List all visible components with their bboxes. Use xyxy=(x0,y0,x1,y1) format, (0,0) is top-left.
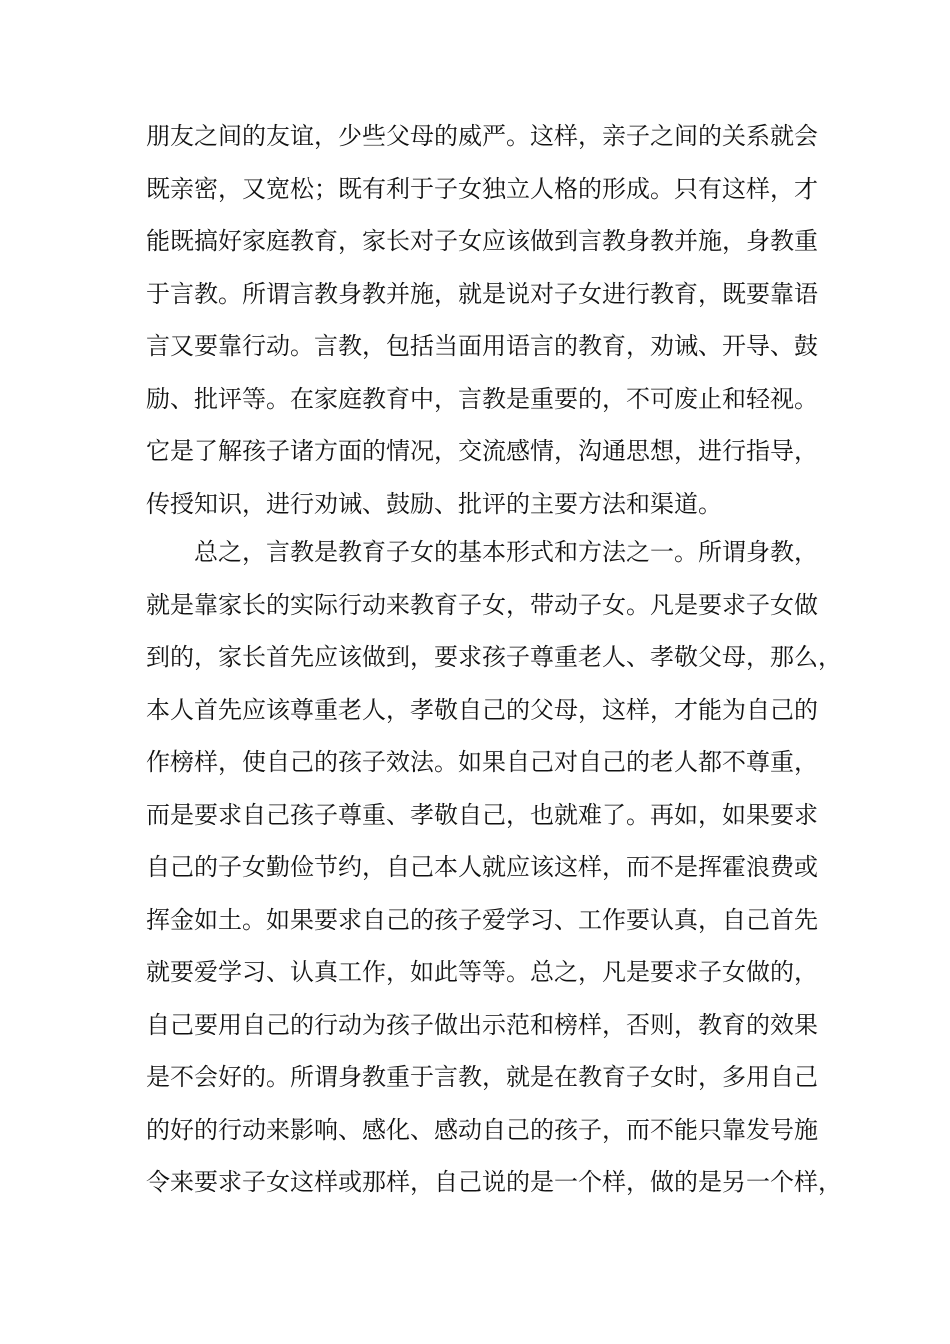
paragraph-line: 既亲密，又宽松；既有利于子女独立人格的形成。只有这样，才 xyxy=(146,174,818,203)
paragraph-line: 它是了解孩子诸方面的情况，交流感情，沟通思想，进行指导， xyxy=(146,437,818,465)
paragraph-line: 作榜样，使自己的孩子效法。如果自己对自己的老人都不尊重， xyxy=(146,748,818,776)
paragraph-line: 是不会好的。所谓身教重于言教，就是在教育子女时，多用自己 xyxy=(146,1063,818,1091)
paragraph-line: 能既搞好家庭教育，家长对子女应该做到言教身教并施，身教重 xyxy=(146,227,818,255)
paragraph-line: 自己要用自己的行动为孩子做出示范和榜样，否则，教育的效果 xyxy=(146,1010,818,1039)
paragraph-line: 本人首先应该尊重老人，孝敬自己的父母，这样，才能为自己的 xyxy=(146,695,818,724)
paragraph-first-line: 总之，言教是教育子女的基本形式和方法之一。所谓身教， xyxy=(194,538,818,566)
paragraph-line: 就是靠家长的实际行动来教育子女，带动子女。凡是要求子女做 xyxy=(146,590,818,619)
paragraph-line: 自己的子女勤俭节约，自己本人就应该这样，而不是挥霍浪费或 xyxy=(146,853,818,881)
paragraph-line: 言又要靠行动。言教，包括当面用语言的教育，劝诫、开导、鼓 xyxy=(146,332,818,360)
paragraph-1 xyxy=(146,110,818,530)
paragraph-line: 到的，家长首先应该做到，要求孩子尊重老人、孝敬父母，那么， xyxy=(146,643,842,671)
paragraph-2 xyxy=(146,526,842,1209)
paragraph-line: 而是要求自己孩子尊重、孝敬自己，也就难了。再如，如果要求 xyxy=(146,800,818,829)
paragraph-line: 挥金如土。如果要求自己的孩子爱学习、工作要认真，自己首先 xyxy=(146,905,818,934)
paragraph-line: 励、批评等。在家庭教育中，言教是重要的，不可废止和轻视。 xyxy=(146,384,818,413)
paragraph-line: 令来要求子女这样或那样，自己说的是一个样，做的是另一个样， xyxy=(146,1168,842,1196)
paragraph-line: 朋友之间的友谊，少些父母的威严。这样，亲子之间的关系就会 xyxy=(146,122,818,150)
paragraph-line: 就要爱学习、认真工作，如此等等。总之，凡是要求子女做的， xyxy=(146,958,818,986)
paragraph-line: 于言教。所谓言教身教并施，就是说对子女进行教育，既要靠语 xyxy=(146,279,818,308)
paragraph-line: 传授知识，进行劝诫、鼓励、批评的主要方法和渠道。 xyxy=(146,489,722,518)
paragraph-line: 的好的行动来影响、感化、感动自己的孩子，而不能只靠发号施 xyxy=(146,1115,818,1144)
